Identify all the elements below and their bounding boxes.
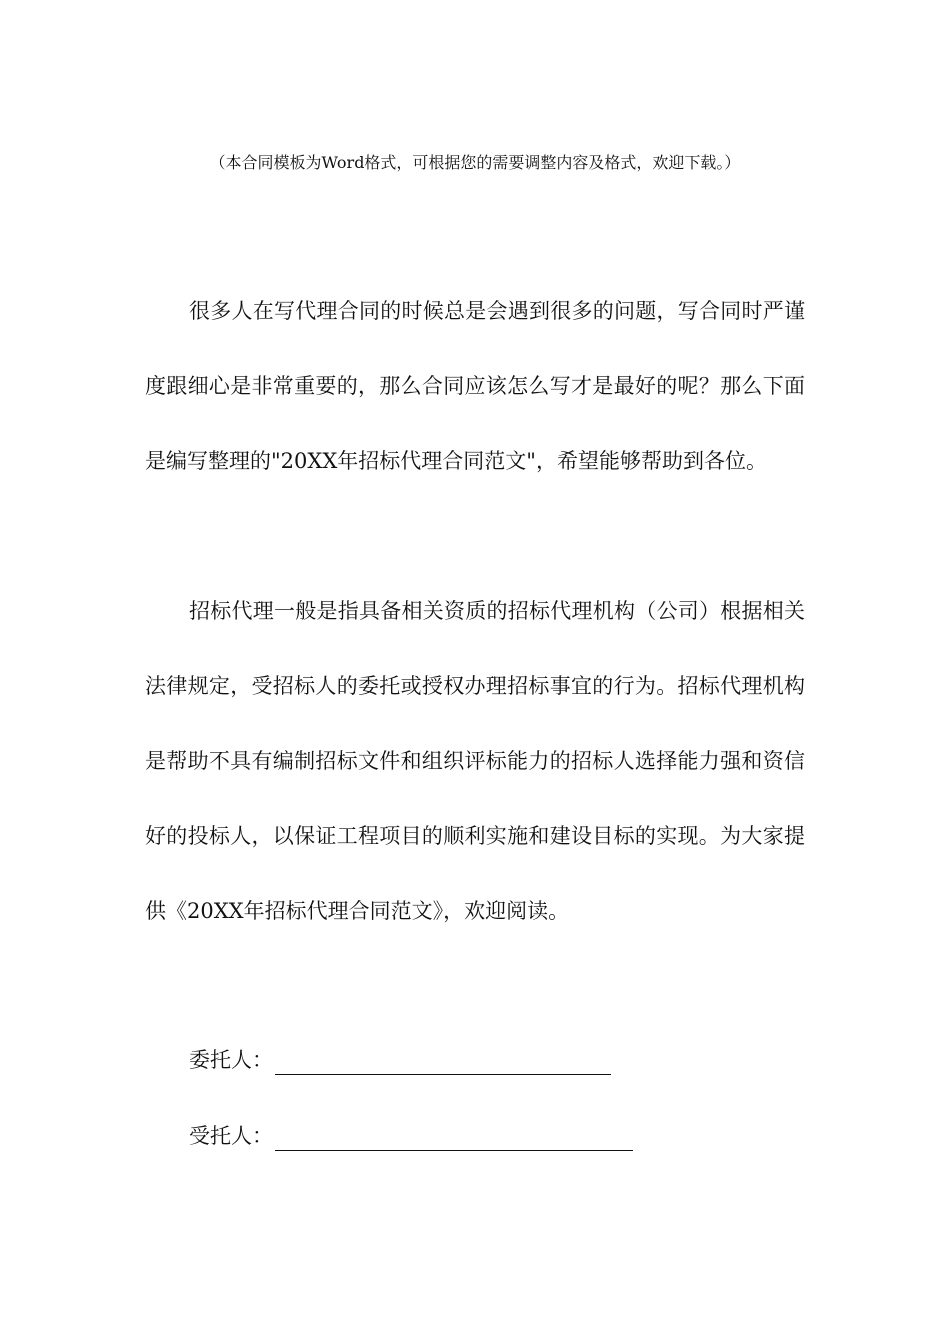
agent-label: 受托人： [189,1124,273,1148]
principal-label: 委托人： [189,1048,273,1072]
agent-signature-row [189,1121,633,1151]
intro-paragraph: 很多人在写代理合同的时候总是会遇到很多的问题，写合同时严谨度跟细心是非常重要的，那么合同应该怎么写才是最好的呢？那么下面是编写整理的"20XX年招标代理合同范文"，希望能够帮助到各位。 [145,299,805,473]
template-note: （本合同模板为Word格式，可根据您的需要调整内容及格式，欢迎下载。） [209,153,741,172]
principal-signature-row [189,1045,611,1075]
agent-signature-line [275,1128,633,1151]
principal-signature-line [275,1052,611,1075]
definition-paragraph: 招标代理一般是指具备相关资质的招标代理机构（公司）根据相关法律规定，受招标人的委托或授权办理招标事宜的行为。招标代理机构是帮助不具有编制招标文件和组织评标能力的招标人选择能力强和资信好的投标人，以保证工程项目的顺利实施和建设目标的实现。为大家提供《20XX年招标代理合同范文》，欢迎阅读。 [145,599,805,923]
